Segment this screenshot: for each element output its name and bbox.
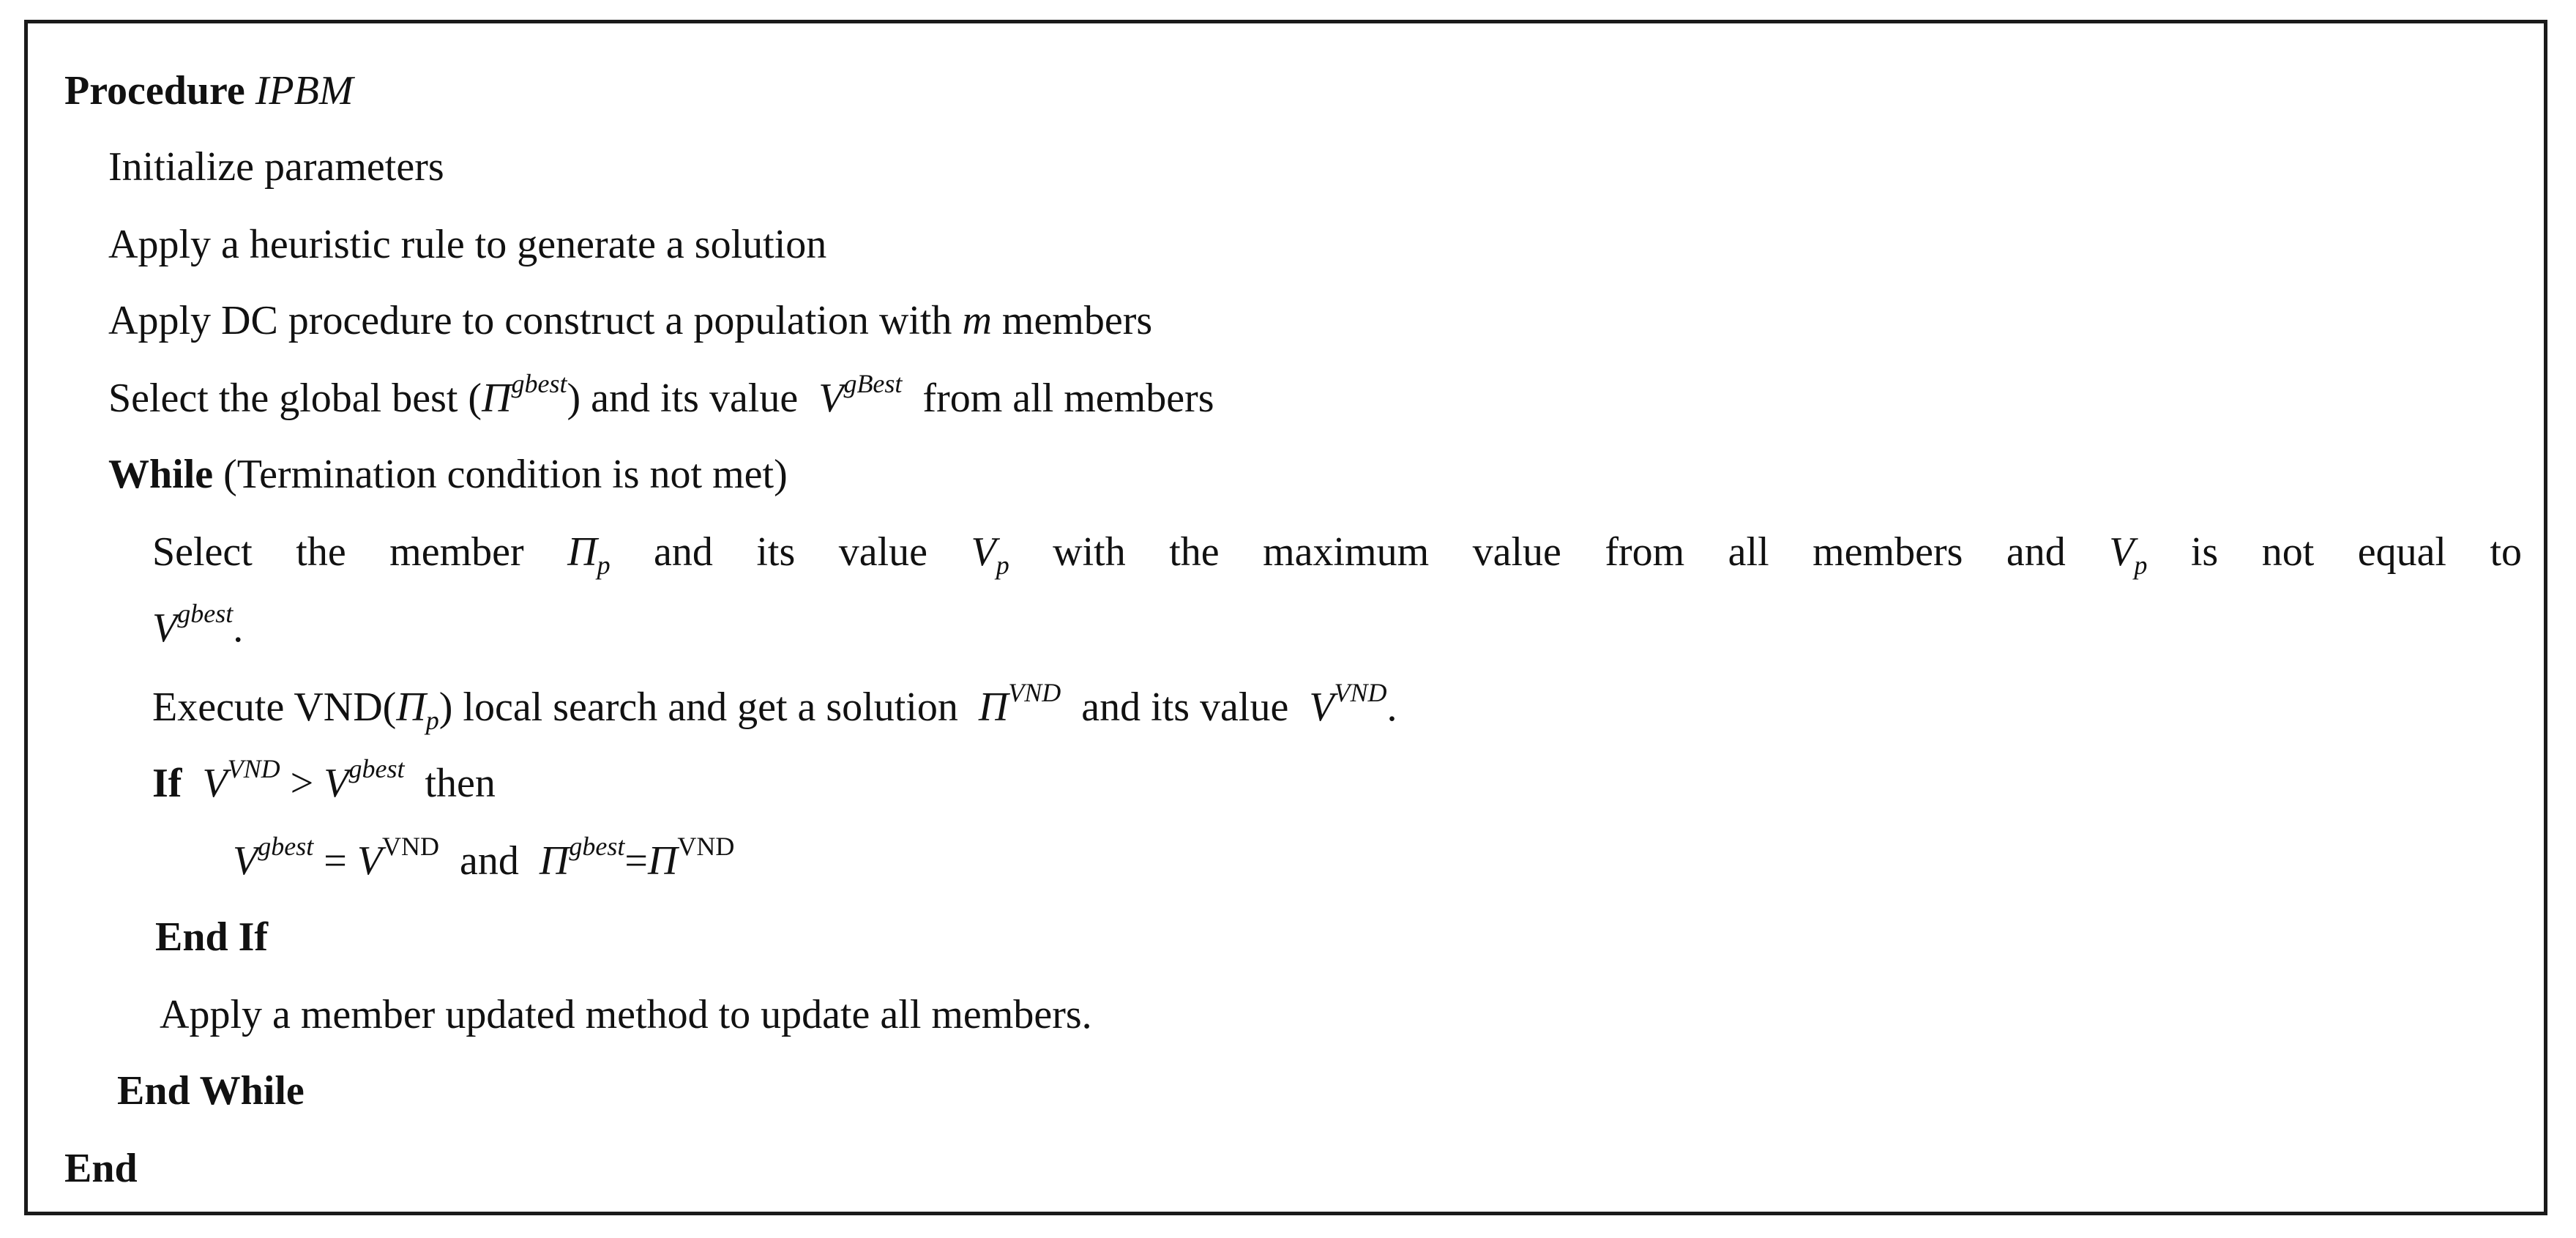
- member-v1-subscript: p: [996, 551, 1009, 580]
- global-text-post: from all members: [902, 376, 1214, 421]
- if-v1-symbol: V: [202, 761, 228, 806]
- member-text-2: and its value: [654, 529, 971, 575]
- member-v2-symbol: V: [2109, 529, 2135, 575]
- member-text-4: is not equal to: [2190, 529, 2523, 575]
- global-pi-symbol: Π: [482, 376, 512, 421]
- assign-pi1-superscript: gbest: [569, 832, 625, 861]
- step-select-global-best: [108, 369, 1214, 421]
- if-v1-superscript: VND: [227, 754, 280, 783]
- member-cont-superscript: gbest: [177, 599, 234, 628]
- execute-pi-symbol: Π: [396, 685, 426, 730]
- end-while: End While: [117, 1068, 305, 1114]
- if-keyword: If: [152, 761, 182, 806]
- step-select-member-continued: [152, 599, 244, 651]
- while-header: [108, 454, 788, 495]
- global-text-mid: ) and its value: [567, 376, 819, 421]
- member-cont-v-symbol: V: [152, 605, 178, 651]
- global-pi-superscript: gbest: [511, 369, 567, 398]
- if-operator: >: [280, 761, 324, 806]
- member-cont-period: .: [233, 605, 244, 651]
- while-keyword: While: [108, 452, 214, 497]
- assign-and: and: [439, 838, 540, 884]
- step-initialize: Initialize parameters: [108, 144, 444, 190]
- step-execute-vnd: [152, 678, 1397, 735]
- member-v2-subscript: p: [2134, 551, 2148, 580]
- assign-equals-1: =: [313, 838, 357, 884]
- global-text-pre: Select the global best (: [108, 376, 482, 421]
- execute-v-superscript: VND: [1334, 678, 1387, 707]
- if-v2-superscript: gbest: [348, 754, 405, 783]
- step-select-member: [152, 529, 2523, 580]
- while-condition: (Termination condition is not met): [213, 452, 788, 497]
- assign-v1-symbol: V: [233, 838, 258, 884]
- assign-pi2-symbol: Π: [647, 838, 678, 884]
- dc-variable-m: m: [962, 298, 992, 343]
- execute-text-1: Execute VND(: [152, 685, 397, 730]
- member-v1-symbol: V: [971, 529, 996, 575]
- if-v2-symbol: V: [324, 761, 349, 806]
- execute-pi2-superscript: VND: [1008, 678, 1061, 707]
- execute-text-2: ) local search and get a solution: [438, 685, 979, 730]
- member-pi-subscript: p: [597, 551, 611, 580]
- if-then: then: [404, 761, 496, 806]
- member-text-3: with the maximum value from all members and: [1053, 529, 2110, 575]
- dc-text-before: Apply DC procedure to construct a population with: [108, 298, 963, 343]
- member-pi-symbol: Π: [567, 529, 597, 575]
- step-heuristic: Apply a heuristic rule to generate a solution: [108, 222, 827, 267]
- procedure-name: IPBM: [255, 68, 354, 113]
- step-dc-procedure: [108, 300, 1152, 341]
- execute-pi2-symbol: Π: [978, 685, 1009, 730]
- if-header: [152, 754, 496, 806]
- dc-text-after: members: [991, 298, 1153, 343]
- execute-text-3: and its value: [1061, 685, 1310, 730]
- assign-v1-superscript: gbest: [258, 832, 314, 861]
- assign-equals-2: =: [624, 838, 648, 884]
- execute-period: .: [1386, 685, 1397, 730]
- assign-v2-symbol: V: [356, 838, 383, 884]
- global-v-superscript: gBest: [843, 369, 903, 398]
- assign-pi2-superscript: VND: [677, 832, 735, 861]
- end-procedure: End: [64, 1146, 138, 1191]
- execute-v-symbol: V: [1309, 685, 1334, 730]
- execute-pi-subscript: p: [425, 706, 439, 735]
- end-if: End If: [155, 914, 269, 960]
- assign-pi1-symbol: Π: [539, 838, 570, 884]
- procedure-keyword: Procedure: [64, 68, 245, 113]
- member-text-1: Select the member: [152, 529, 568, 575]
- assign-v2-superscript: VND: [382, 832, 440, 861]
- step-update-members: Apply a member updated method to update all members.: [160, 992, 1092, 1037]
- step-assign-best: [233, 832, 735, 884]
- procedure-header: [64, 70, 353, 111]
- global-v-symbol: V: [818, 376, 844, 421]
